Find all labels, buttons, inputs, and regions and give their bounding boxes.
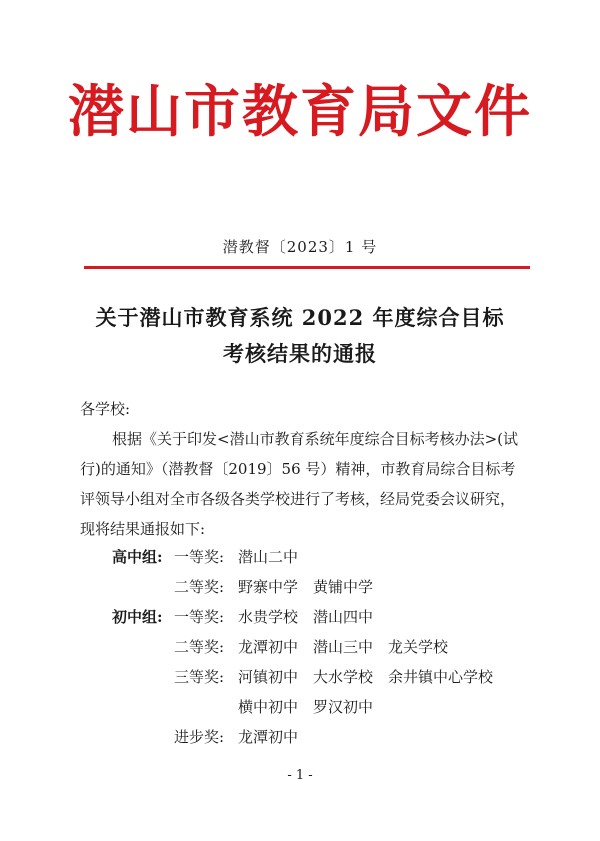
middle-school-second-prize-schools: 龙潭初中 潜山三中 龙关学校 xyxy=(238,638,449,656)
issuer-masthead: 潜山市教育局文件 xyxy=(68,80,532,145)
high-school-first-prize-schools: 潜山二中 xyxy=(238,548,299,566)
paragraph-line-1: 根据《关于印发<潜山市教育系统年度综合目标考核办法>(试 xyxy=(112,430,518,448)
paragraph-line-2: 行)的通知》（潜教督〔2019〕56 号）精神，市教育局综合目标考 xyxy=(80,460,516,478)
middle-school-first-prize-label: 一等奖: xyxy=(174,608,225,626)
middle-school-group-label: 初中组: xyxy=(112,608,163,626)
middle-school-first-prize-schools: 水贵学校 潜山四中 xyxy=(238,608,374,626)
middle-school-third-prize-schools-line-1: 河镇初中 大水学校 余井镇中心学校 xyxy=(238,668,494,686)
high-school-group-label: 高中组: xyxy=(112,548,163,566)
middle-school-second-prize-label: 二等奖: xyxy=(174,638,225,656)
middle-school-third-prize-schools-line-2: 横中初中 罗汉初中 xyxy=(238,698,374,716)
document-title-line-1: 关于潜山市教育系统 2022 年度综合目标 xyxy=(95,305,505,330)
salutation: 各学校: xyxy=(80,400,131,418)
document-number: 潜教督〔2023〕1 号 xyxy=(222,238,378,256)
document-title-line-2: 考核结果的通报 xyxy=(223,341,377,366)
paragraph-line-4: 现将结果通报如下: xyxy=(80,520,206,538)
page-number: - 1 - xyxy=(287,768,313,783)
middle-school-third-prize-label: 三等奖: xyxy=(174,668,225,686)
progress-prize-schools: 龙潭初中 xyxy=(238,728,299,746)
high-school-first-prize-label: 一等奖: xyxy=(174,548,225,566)
high-school-second-prize-schools: 野寨中学 黄铺中学 xyxy=(238,578,374,596)
red-divider xyxy=(84,266,530,269)
progress-prize-label: 进步奖: xyxy=(174,728,225,746)
paragraph-line-3: 评领导小组对全市各级各类学校进行了考核，经局党委会议研究， xyxy=(80,490,516,508)
high-school-second-prize-label: 二等奖: xyxy=(174,578,225,596)
